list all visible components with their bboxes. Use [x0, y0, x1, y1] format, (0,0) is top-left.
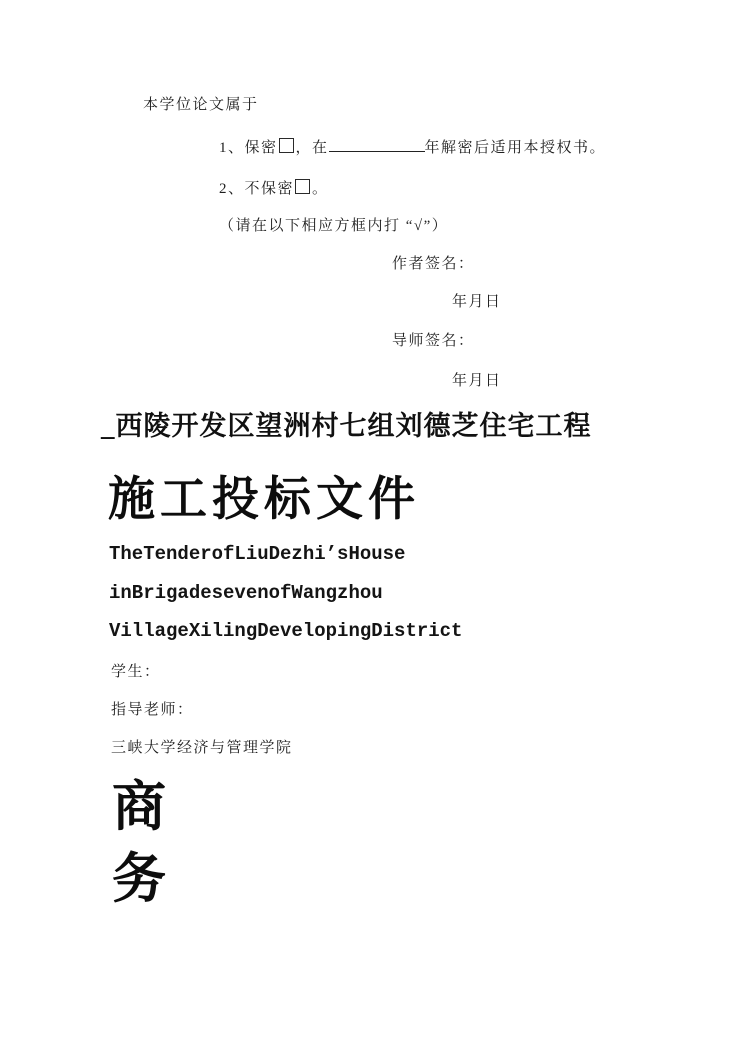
year-blank-underline [329, 137, 425, 152]
project-title: _西陵开发区望洲村七组刘德芝住宅工程 [101, 411, 592, 441]
checkmark-instruction-note: （请在以下相应方框内打 “√”） [219, 218, 449, 234]
english-title-line-2: inBrigadesevenofWangzhou [109, 582, 383, 604]
option1-prefix: 1、保密 [219, 140, 278, 156]
supervisor-label: 指导老师： [111, 702, 194, 718]
confidential-checkbox [279, 138, 294, 153]
option2-suffix: 。 [312, 181, 329, 197]
option2-prefix: 2、不保密 [219, 181, 295, 197]
advisor-date-label: 年月日 [452, 373, 502, 389]
section-char-wu: 务 [112, 849, 166, 909]
author-date-label: 年月日 [452, 294, 502, 310]
advisor-signature-label: 导师签名： [392, 333, 475, 349]
institution-name: 三峡大学经济与管理学院 [111, 740, 293, 756]
english-title-line-3: VillageXilingDevelopingDistrict [109, 620, 463, 642]
authorization-option-2 [219, 179, 329, 198]
main-title: 施工投标文件 [108, 474, 420, 526]
author-signature-label: 作者签名： [392, 256, 475, 272]
english-title-line-1: TheTenderofLiuDezhi’sHouse [109, 543, 406, 565]
student-label: 学生： [111, 664, 161, 680]
non-confidential-checkbox [295, 179, 310, 194]
option1-suffix: 年解密后适用本授权书。 [424, 140, 607, 156]
authorization-option-1 [219, 137, 606, 157]
authorization-intro: 本学位论文属于 [143, 97, 259, 113]
section-char-shang: 商 [112, 777, 166, 837]
option1-mid: ，在 [295, 140, 329, 156]
